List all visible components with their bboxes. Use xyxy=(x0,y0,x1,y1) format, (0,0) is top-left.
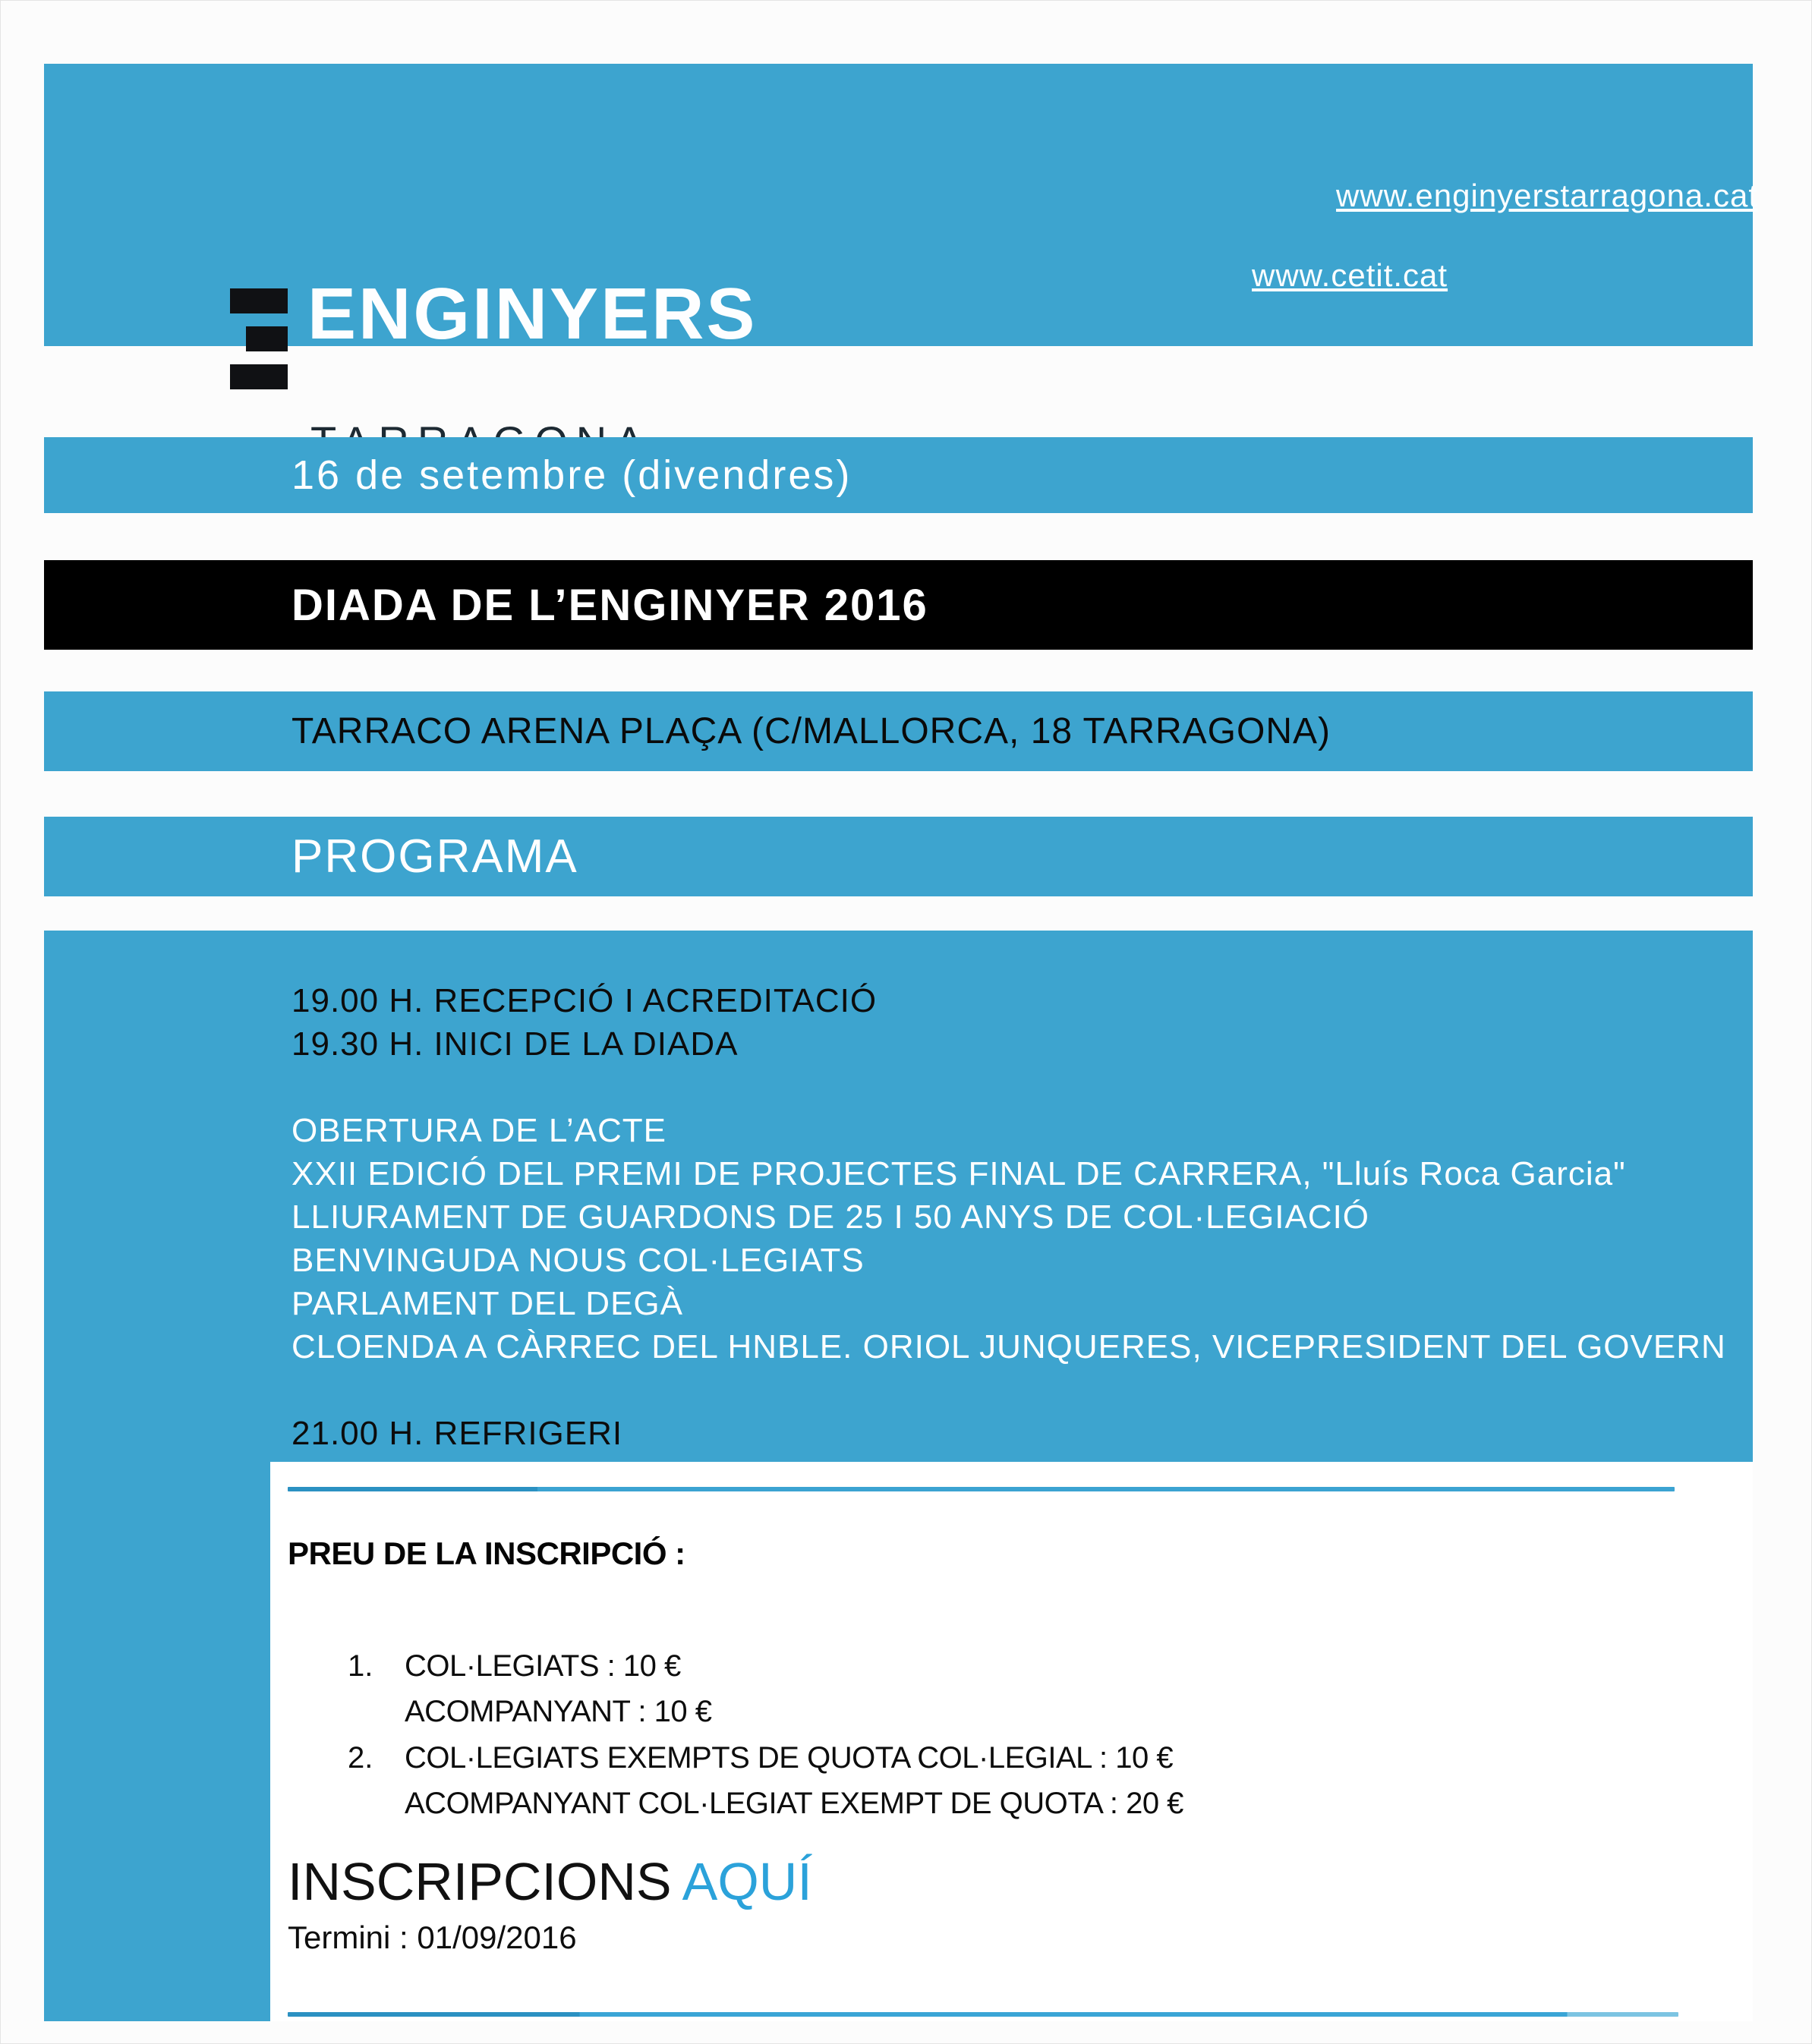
inscriptions-here-link[interactable]: AQUÍ xyxy=(682,1852,812,1911)
price-line: COL·LEGIATS EXEMPTS DE QUOTA COL·LEGIAL : 10 € xyxy=(405,1741,1174,1775)
price-line: ACOMPANYANT COL·LEGIAT EXEMPT DE QUOTA : 20 € xyxy=(405,1787,1183,1820)
schedule-line: 21.00 H. REFRIGERI xyxy=(291,1415,623,1452)
left-blue-strip xyxy=(44,1462,270,2021)
inscription-panel xyxy=(270,1462,1753,2021)
venue-text: TARRACO ARENA PLAÇA (C/MALLORCA, 18 TARRAGONA) xyxy=(291,711,1331,751)
link-enginyerstarragona[interactable]: www.enginyerstarragona.cat xyxy=(1336,178,1758,213)
program-act-line: BENVINGUDA NOUS COL·LEGIATS xyxy=(291,1242,865,1279)
pricing-heading: PREU DE LA INSCRIPCIÓ : xyxy=(288,1535,685,1571)
venue-banner xyxy=(44,691,1753,771)
schedule-line: 19.00 H. RECEPCIÓ I ACREDITACIÓ xyxy=(291,982,878,1019)
program-act-line: LLIURAMENT DE GUARDONS DE 25 I 50 ANYS DE COL·LEGIACIÓ xyxy=(291,1198,1370,1236)
bottom-divider xyxy=(288,2012,1678,2017)
spacer xyxy=(291,1066,1707,1109)
program-act-line: PARLAMENT DEL DEGÀ xyxy=(291,1285,683,1322)
schedule-line: 19.30 H. INICI DE LA DIADA xyxy=(291,1025,739,1063)
program-heading-text: PROGRAMA xyxy=(291,830,578,883)
spacer xyxy=(291,1368,1707,1412)
price-line: ACOMPANYANT : 10 € xyxy=(405,1695,712,1728)
list-number: 2. xyxy=(348,1741,373,1775)
event-title-text: DIADA DE L’ENGINYER 2016 xyxy=(291,580,928,630)
header-banner xyxy=(44,64,1758,354)
deadline-text: Termini : 01/09/2016 xyxy=(288,1920,577,1955)
event-title-banner xyxy=(44,560,1753,650)
inscriptions-row xyxy=(288,1851,812,1912)
link-cetit[interactable]: www.cetit.cat xyxy=(1252,257,1448,293)
date-text: 16 de setembre (divendres) xyxy=(291,452,852,498)
enginyers-logo-icon xyxy=(230,288,288,389)
program-act-line: XXII EDICIÓ DEL PREMI DE PROJECTES FINAL DE CARRERA, "Lluís Roca Garcia" xyxy=(291,1155,1626,1192)
price-line: COL·LEGIATS : 10 € xyxy=(405,1649,681,1683)
program-heading-banner xyxy=(44,817,1753,896)
logo-brand-text: ENGINYERS xyxy=(307,273,758,354)
date-banner xyxy=(44,437,1753,513)
program-box xyxy=(44,931,1753,1462)
list-number: 1. xyxy=(348,1649,373,1683)
program-act-line: CLOENDA A CÀRREC DEL HNBLE. ORIOL JUNQUERES, VICEPRESIDENT DEL GOVERN xyxy=(291,1328,1726,1365)
program-act-line: OBERTURA DE L’ACTE xyxy=(291,1112,667,1149)
inscriptions-label: INSCRIPCIONS xyxy=(288,1852,672,1911)
top-divider xyxy=(288,1487,1675,1491)
